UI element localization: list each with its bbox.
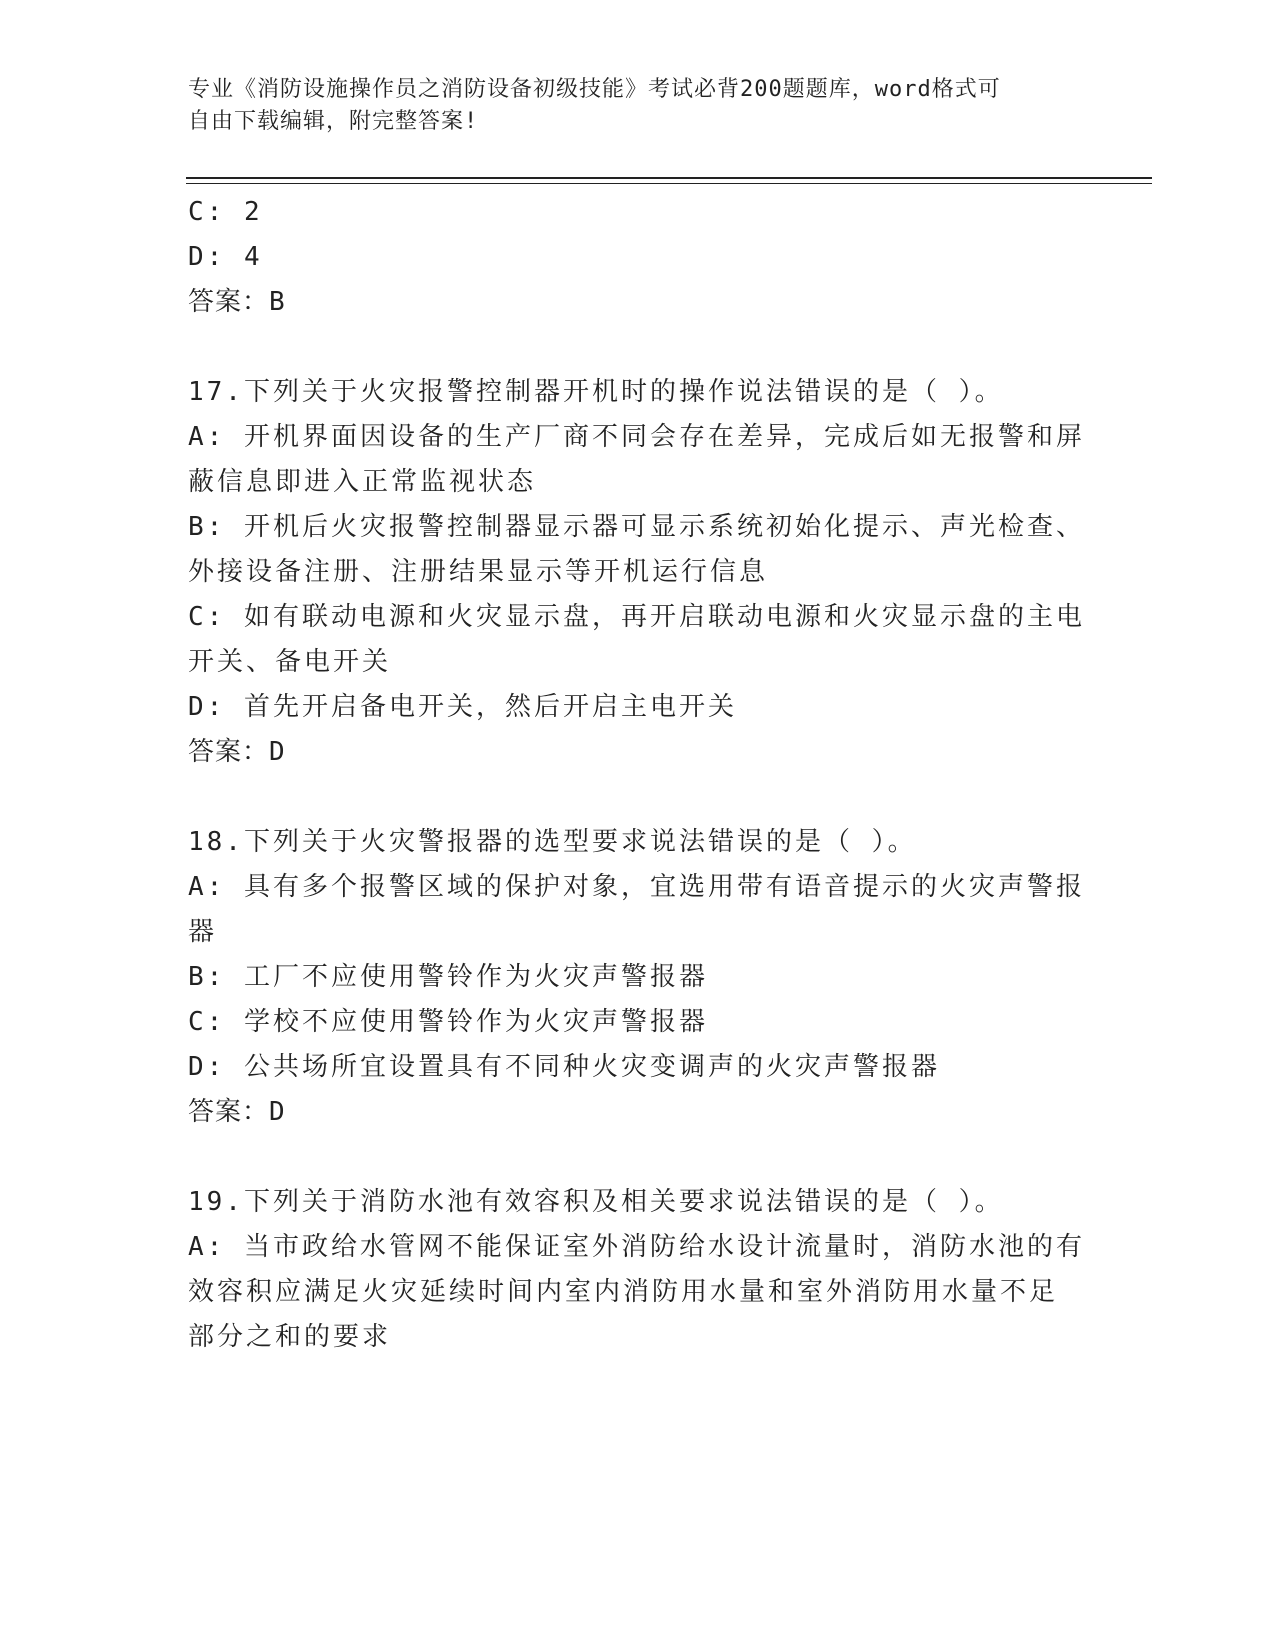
option-b: B: 工厂不应使用警铃作为火灾声警报器 — [188, 962, 708, 992]
question-stem: 18.下列关于火灾警报器的选型要求说法错误的是（ ）。 — [188, 827, 917, 857]
spacer — [188, 325, 1088, 370]
option-a-cont: 效容积应满足火灾延续时间内室内消防用水量和室外消防用水量不足 — [188, 1277, 1059, 1307]
option-c: C: 学校不应使用警铃作为火灾声警报器 — [188, 1007, 708, 1037]
option-c: C: 2 — [188, 197, 263, 227]
header-divider-thick — [186, 177, 1152, 179]
option-b-cont: 外接设备注册、注册结果显示等开机运行信息 — [188, 557, 769, 587]
option-a: A: 开机界面因设备的生产厂商不同会存在差异，完成后如无报警和屏 — [188, 422, 1085, 452]
question-18 — [188, 820, 1088, 1135]
option-c-cont: 开关、备电开关 — [188, 647, 392, 677]
page-header — [188, 74, 1078, 138]
option-a: A: 具有多个报警区域的保护对象，宜选用带有语音提示的火灾声警报 — [188, 872, 1085, 902]
option-a-cont: 器 — [188, 917, 218, 947]
option-c: C: 如有联动电源和火灾显示盘，再开启联动电源和火灾显示盘的主电 — [188, 602, 1085, 632]
option-a-cont: 部分之和的要求 — [188, 1322, 392, 1352]
option-b: B: 开机后火灾报警控制器显示器可显示系统初始化提示、声光检查、 — [188, 512, 1085, 542]
option-d: D: 首先开启备电开关，然后开启主电开关 — [188, 692, 737, 722]
option-a: A: 当市政给水管网不能保证室外消防给水设计流量时，消防水池的有 — [188, 1232, 1085, 1262]
question-17 — [188, 370, 1088, 775]
header-line-1: 专业《消防设施操作员之消防设备初级技能》考试必背200题题库，word格式可 — [188, 77, 1001, 102]
question-19 — [188, 1180, 1088, 1360]
header-divider-thin — [186, 183, 1152, 184]
answer-line: 答案：D — [188, 1097, 286, 1127]
option-d: D: 公共场所宜设置具有不同种火灾变调声的火灾声警报器 — [188, 1052, 940, 1082]
answer-line: 答案：D — [188, 737, 286, 767]
spacer — [188, 1135, 1088, 1180]
spacer — [188, 775, 1088, 820]
question-16-continuation — [188, 190, 1088, 325]
option-d: D: 4 — [188, 242, 263, 272]
option-a-cont: 蔽信息即进入正常监视状态 — [188, 467, 537, 497]
question-stem: 17.下列关于火灾报警控制器开机时的操作说法错误的是（ ）。 — [188, 377, 1004, 407]
answer-line: 答案：B — [188, 287, 286, 317]
question-stem: 19.下列关于消防水池有效容积及相关要求说法错误的是（ ）。 — [188, 1187, 1004, 1217]
header-line-2: 自由下载编辑，附完整答案! — [188, 109, 479, 134]
document-body — [188, 190, 1088, 1360]
